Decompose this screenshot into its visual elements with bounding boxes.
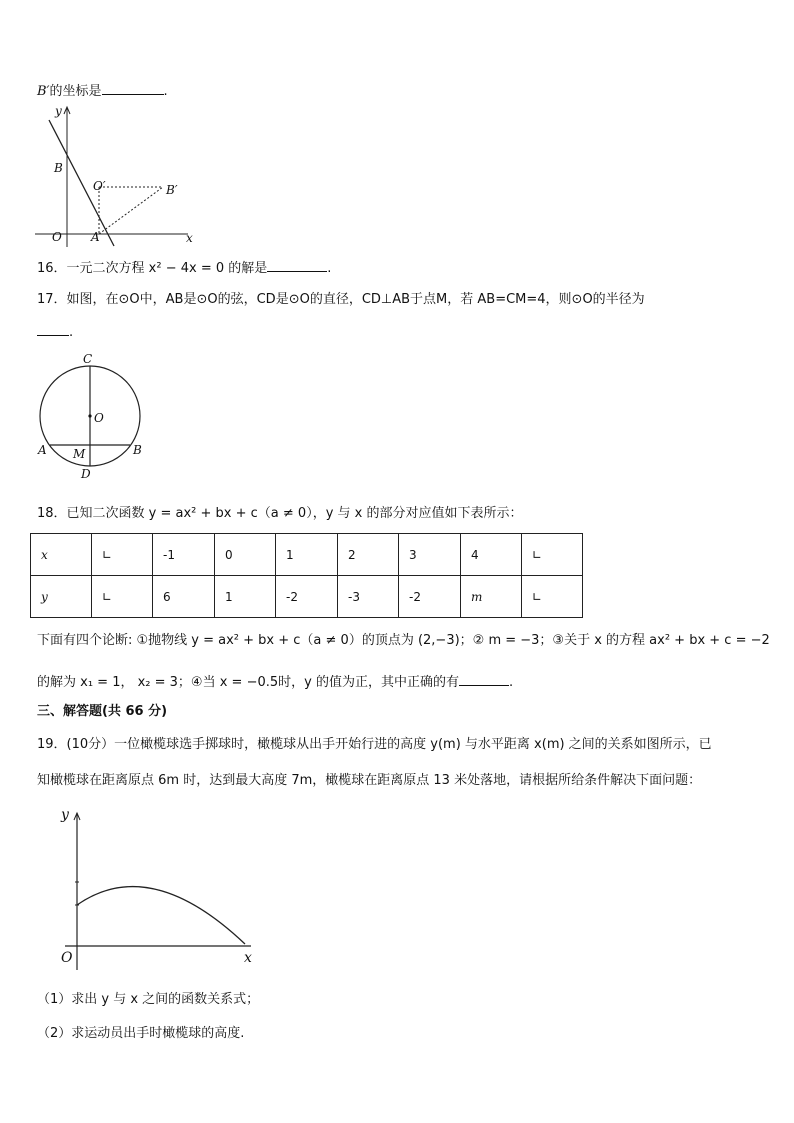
table-row (31, 576, 583, 618)
q19-label-o: O (61, 950, 73, 966)
table-cell: ∟ (92, 534, 153, 576)
table-cell: 4 (461, 534, 522, 576)
q16-text: 16．一元二次方程 x² − 4x = 0 的解是 (37, 261, 268, 276)
q15-tail-text: 的坐标是 (49, 84, 102, 99)
q16-answer-blank[interactable] (267, 259, 327, 272)
table-cell: 0 (215, 534, 276, 576)
table-cell: 1 (276, 534, 338, 576)
q15-point-label: B′ (37, 84, 50, 99)
q19-parabola (77, 887, 245, 944)
q17-answer-blank[interactable] (37, 323, 69, 336)
q15-label-bprime: B′ (166, 183, 178, 197)
table-row (31, 534, 583, 576)
table-cell: 3 (399, 534, 461, 576)
q15-answer-blank[interactable] (102, 82, 164, 95)
q17-text: 17．如图，在⊙O中，AB是⊙O的弦，CD是⊙O的直径，CD⊥AB于点M，若 AB=CM=4，则⊙O的半径为 (37, 292, 645, 307)
q17-label-o: O (94, 411, 104, 425)
q15-label-y: y (55, 104, 62, 118)
q15-label-o: O (52, 230, 62, 244)
q18-line2-text: 的解为 x₁ = 1， x₂ = 3；④当 x = −0.5时，y 的值为正，其中正确的有 (37, 675, 459, 690)
q18-answer-blank[interactable] (459, 673, 509, 686)
table-cell: m (461, 576, 522, 618)
q19-label-y: y (61, 807, 69, 823)
table-cell: x (31, 534, 92, 576)
table-cell: y (31, 576, 92, 618)
q15-label-a: A (91, 230, 100, 244)
q18-statement-line2 (37, 673, 513, 692)
table-cell: -2 (276, 576, 338, 618)
table-cell: ∟ (92, 576, 153, 618)
q16-end: . (327, 261, 332, 276)
q19-part1: （1）求出 y 与 x 之间的函数关系式； (37, 992, 260, 1007)
q19-line2: 知橄榄球在距离原点 6m 时，达到最大高度 7m，橄榄球在距离原点 13 米处落地，请根据所给条件解决下面问题： (37, 773, 702, 788)
q17-label-m: M (73, 447, 86, 461)
q15-end: . (163, 84, 168, 99)
table-cell: -3 (338, 576, 399, 618)
table-cell: -2 (399, 576, 461, 618)
q15-figure (35, 104, 205, 249)
q15-answer-line (37, 82, 168, 101)
q15-label-x: x (186, 231, 193, 245)
q17-end: . (69, 325, 74, 340)
section-title: 三、解答题(共 66 分) (37, 704, 168, 719)
table-cell: -1 (153, 534, 215, 576)
q17-answer-line (37, 323, 73, 342)
q18-table (30, 533, 583, 618)
q17-figure (30, 350, 155, 480)
q17-label-d: D (81, 467, 91, 480)
q15-dashed-diagonal (99, 187, 163, 234)
q17-center-point (88, 414, 91, 417)
q18-text: 18．已知二次函数 y = ax² + bx + c（a ≠ 0），y 与 x 的部分对应值如下表所示： (37, 506, 523, 521)
table-cell: ∟ (522, 534, 583, 576)
q19-part2: （2）求运动员出手时橄榄球的高度. (37, 1026, 245, 1041)
q15-label-b: B (54, 161, 63, 175)
table-cell: 6 (153, 576, 215, 618)
q15-label-oprime: O′ (93, 179, 106, 193)
q19-line1: 19．(10分）一位橄榄球选手掷球时，橄榄球从出手开始行进的高度 y(m) 与水平距离 x(m) 之间的关系如图所示，已 (37, 737, 712, 752)
table-cell: 1 (215, 576, 276, 618)
table-cell: 2 (338, 534, 399, 576)
q19-graph (55, 805, 275, 970)
q17-label-a: A (38, 443, 47, 457)
q17-label-b: B (133, 443, 142, 457)
q18-end: . (508, 675, 514, 690)
q16 (37, 259, 331, 278)
q17-label-c: C (83, 352, 93, 366)
q19-label-x: x (244, 950, 252, 966)
q18-statement-line1: 下面有四个论断: ①抛物线 y = ax² + bx + c（a ≠ 0）的顶点为 (2,−3)；② m = −3；③关于 x 的方程 ax² + bx + c = −2 (37, 633, 770, 648)
table-cell: ∟ (522, 576, 583, 618)
